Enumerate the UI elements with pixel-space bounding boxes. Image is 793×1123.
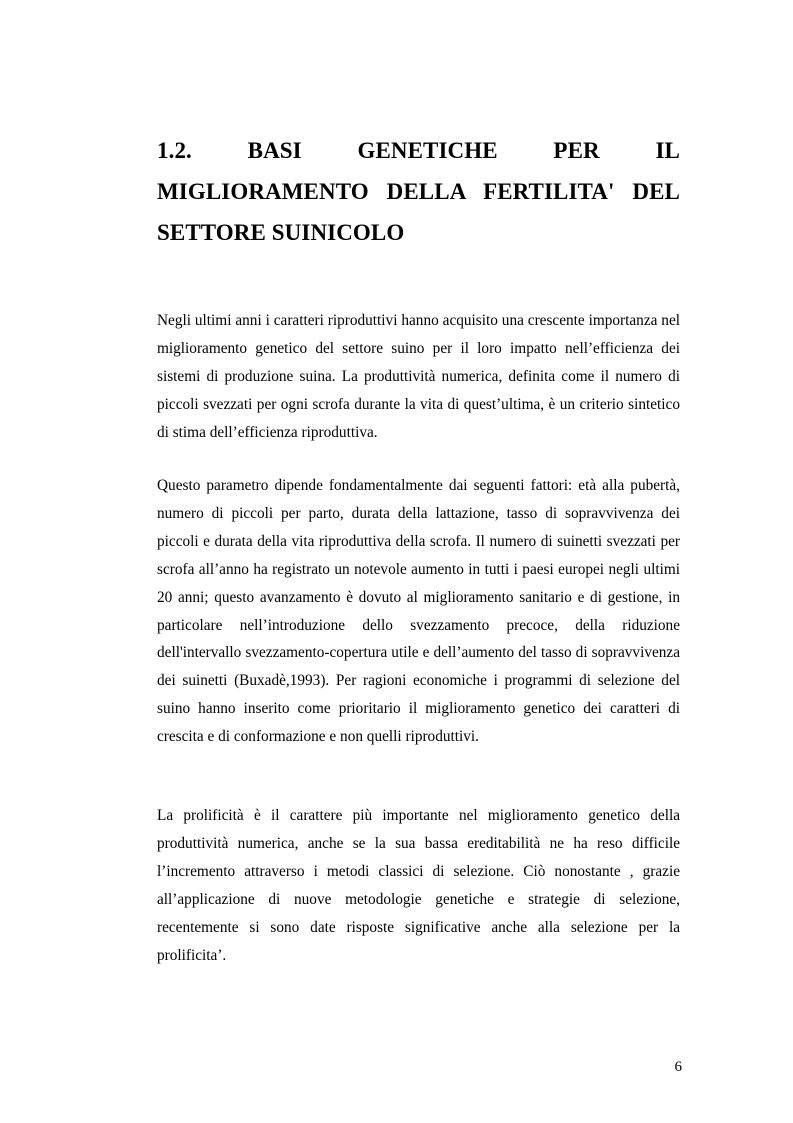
- heading-word: BASI: [247, 138, 302, 163]
- paragraph-1: Negli ultimi anni i caratteri riproduttivi hanno acquisito una crescente importanza nel miglioramento genetico del settore suino per il loro impatto nell’efficienza dei sistemi di produzione suina. La produttività numerica, definita come il numero di piccoli svezzati per ogni scrofa durante la vita di quest’ultima, è un criterio sintetico di stima dell’efficienza riproduttiva.: [157, 312, 680, 441]
- heading-word: GENETICHE: [357, 138, 498, 163]
- heading-word: PER: [553, 138, 600, 163]
- section-number: 1.2.: [157, 138, 192, 163]
- heading-line-1: [157, 130, 680, 171]
- heading-line-2: MIGLIORAMENTO DELLA FERTILITA' DEL: [157, 179, 680, 204]
- page-number: 6: [674, 1059, 682, 1075]
- paragraph-2: Questo parametro dipende fondamentalmente dai seguenti fattori: età alla pubertà, numero di piccoli per parto, durata della lattazione, tasso di sopravvivenza dei piccoli e durata della vita riproduttiva della scrofa. Il numero di suinetti svezzati per scrofa all’anno ha registrato un notevole aumento in tutti i paesi europei negli ultimi 20 anni; questo avanzamento è dovuto al miglioramento sanitario e di gestione, in particolare nell’introduzione dello svezzamento precoce, della riduzione dell'intervallo svezzamento-copertura utile e dell’aumento del tasso di sopravvivenza dei suinetti (Buxadè,1993). Per ragioni economiche i programmi di selezione del suino hanno inserito come prioritario il miglioramento genetico dei caratteri di crescita e di conformazione e non quelli riproduttivi.: [157, 477, 680, 746]
- heading-line-3: SETTORE SUINICOLO: [157, 220, 405, 245]
- paragraph-3: La prolificità è il carattere più importante nel miglioramento genetico della produttività numerica, anche se la sua bassa ereditabilità ne ha reso difficile l’incremento attraverso i metodi classici di selezione. Ciò nonostante , grazie all’applicazione di nuove metodologie genetiche e strategie di selezione, recentemente si sono date risposte significative anche alla selezione per la prolificita’.: [157, 807, 680, 964]
- section-heading: [157, 130, 680, 253]
- heading-word: IL: [655, 138, 680, 163]
